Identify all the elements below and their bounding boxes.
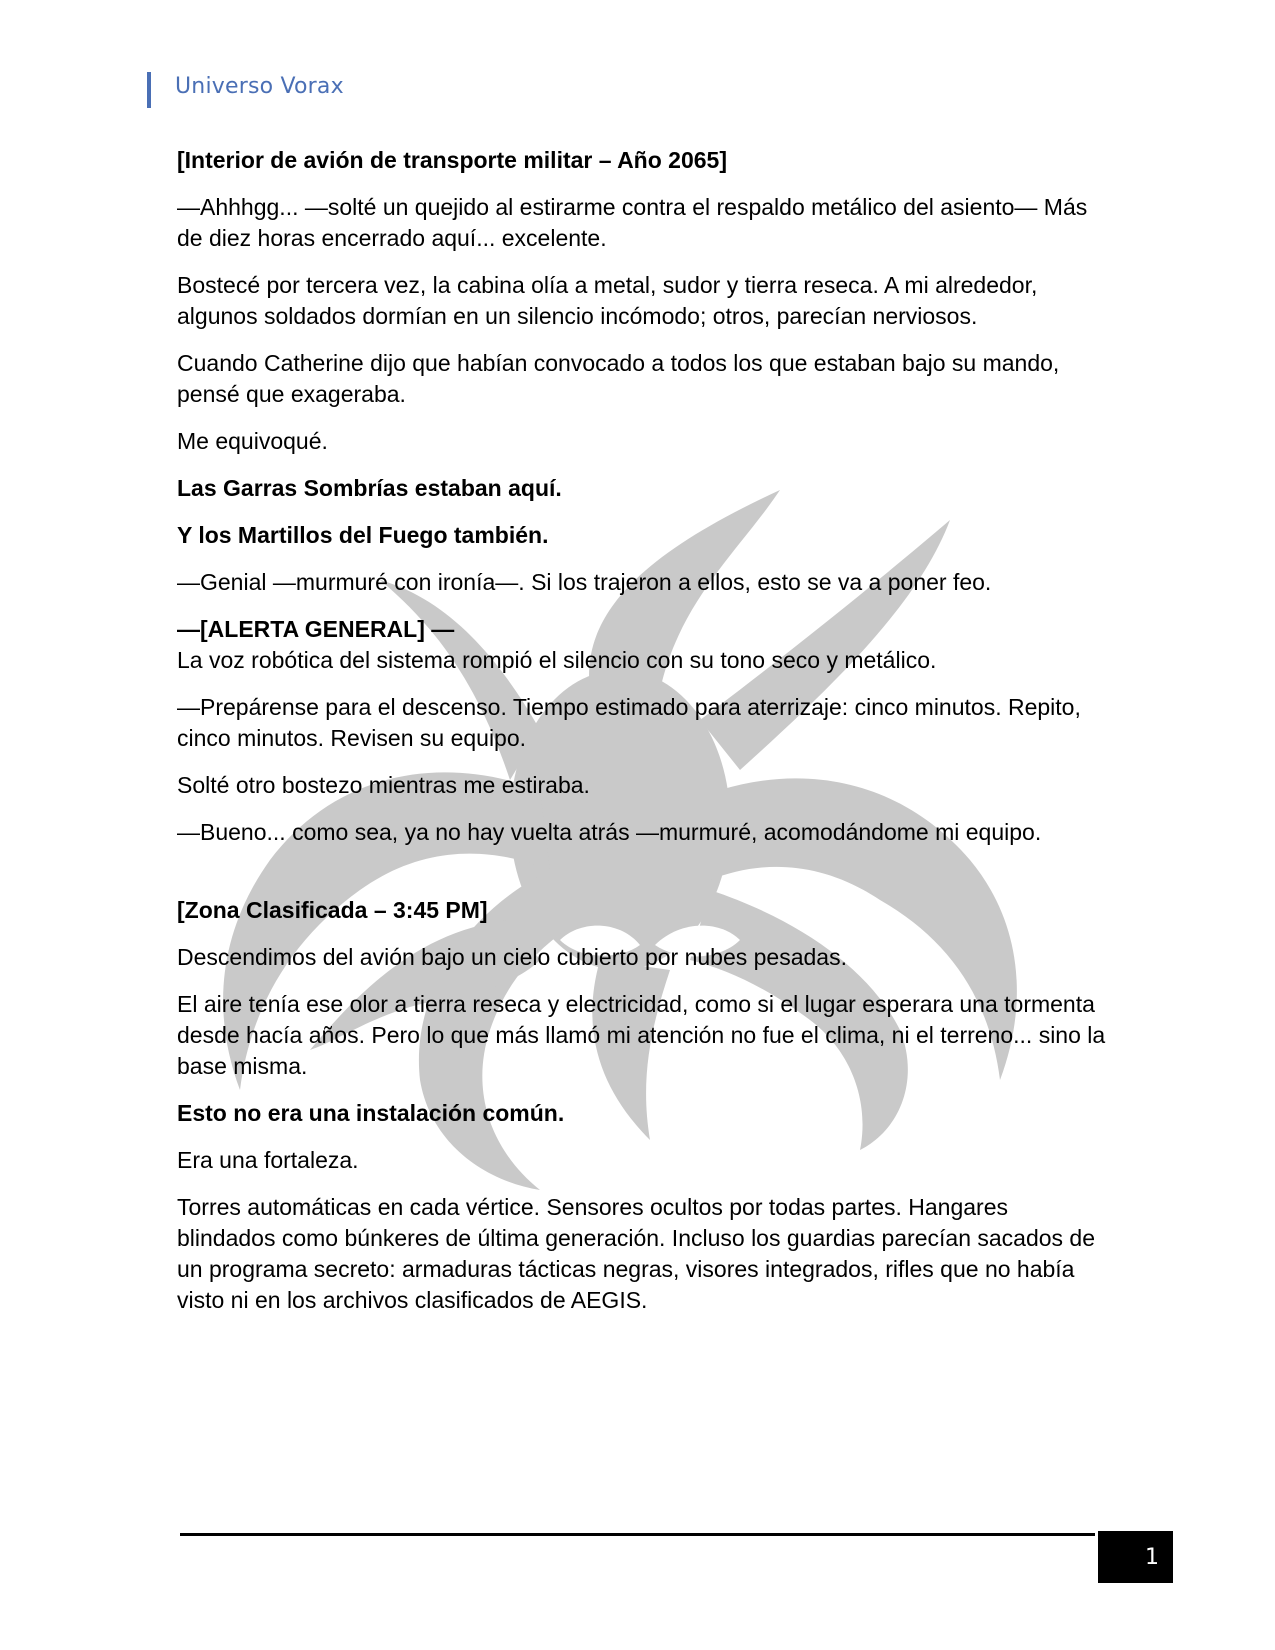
paragraph: Me equivoqué. <box>177 428 328 454</box>
alert-line: —[ALERTA GENERAL] — <box>177 616 455 642</box>
paragraph: Torres automáticas en cada vértice. Sensores ocultos por todas partes. Hangares blindados como búnkeres de última generación. Incluso los guardias parecían sacados de un programa secreto: armaduras tácticas negras, visores integrados, rifles que no había visto ni en los archivos clasificados de AEGIS. <box>177 1194 1096 1313</box>
section-heading: [Interior de avión de transporte militar – Año 2065] <box>177 147 728 173</box>
paragraph: Bostecé por tercera vez, la cabina olía a metal, sudor y tierra reseca. A mi alrededor, algunos soldados dormían en un silencio incómodo; otros, parecían nerviosos. <box>177 272 1038 329</box>
section-heading: [Zona Clasificada – 3:45 PM] <box>177 897 488 923</box>
header-title: Universo Vorax <box>175 74 344 99</box>
document-body <box>177 145 1107 1332</box>
paragraph-bold: Las Garras Sombrías estaban aquí. <box>177 475 562 501</box>
paragraph: Solté otro bostezo mientras me estiraba. <box>177 772 590 798</box>
paragraph: —Bueno... como sea, ya no hay vuelta atrás —murmuré, acomodándome mi equipo. <box>177 819 1042 845</box>
paragraph-bold: Y los Martillos del Fuego también. <box>177 522 549 548</box>
header-accent-bar <box>147 72 151 108</box>
paragraph: Cuando Catherine dijo que habían convocado a todos los que estaban bajo su mando, pensé que exageraba. <box>177 350 1060 407</box>
section-spacer <box>177 864 1107 895</box>
footer-rule <box>180 1533 1095 1536</box>
paragraph-bold: Esto no era una instalación común. <box>177 1100 565 1126</box>
paragraph: Descendimos del avión bajo un cielo cubierto por nubes pesadas. <box>177 944 847 970</box>
paragraph: —Genial —murmuré con ironía—. Si los trajeron a ellos, esto se va a poner feo. <box>177 569 992 595</box>
paragraph: El aire tenía ese olor a tierra reseca y electricidad, como si el lugar esperara una tormenta desde hacía años. Pero lo que más llamó mi atención no fue el clima, ni el terreno... sino la base misma. <box>177 991 1106 1079</box>
paragraph: La voz robótica del sistema rompió el silencio con su tono seco y metálico. <box>177 647 937 673</box>
page-number: 1 <box>1098 1531 1173 1583</box>
paragraph: Era una fortaleza. <box>177 1147 359 1173</box>
paragraph: —Ahhhgg... —solté un quejido al estirarme contra el respaldo metálico del asiento— Más de diez horas encerrado aquí... excelente. <box>177 194 1088 251</box>
paragraph: —Prepárense para el descenso. Tiempo estimado para aterrizaje: cinco minutos. Repito, cinco minutos. Revisen su equipo. <box>177 694 1081 751</box>
